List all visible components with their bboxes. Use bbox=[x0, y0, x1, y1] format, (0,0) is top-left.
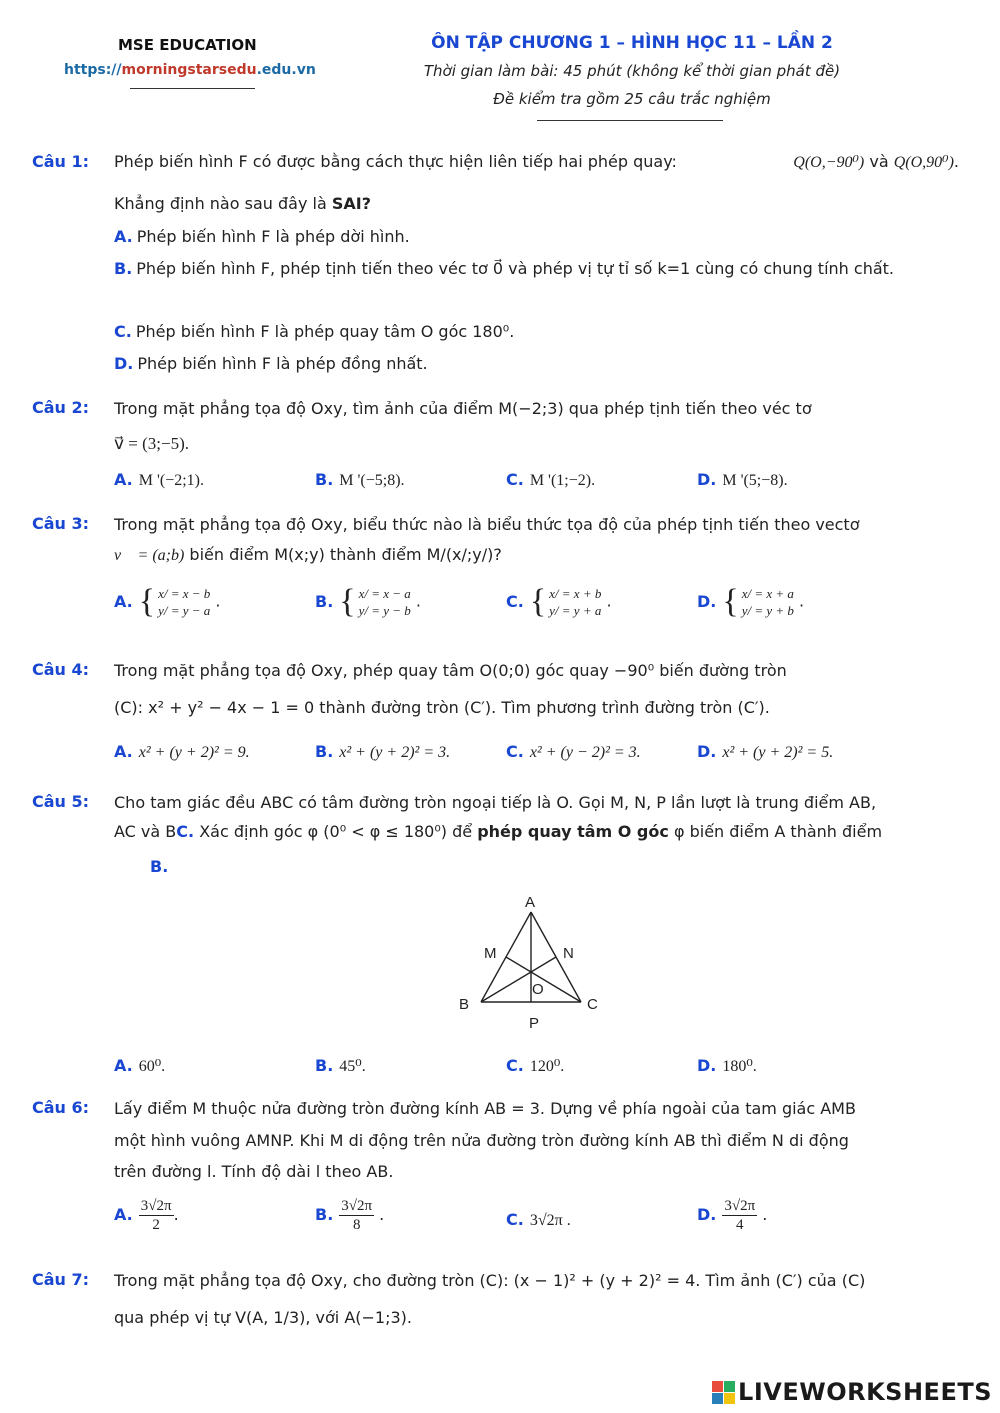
watermark-text: LIVEWORKSHEETS bbox=[738, 1378, 992, 1406]
question-7-label: Câu 7: bbox=[32, 1270, 90, 1289]
option-letter: B. bbox=[315, 591, 334, 611]
midpoint-m-label: M bbox=[484, 945, 497, 962]
website-url[interactable] bbox=[64, 62, 316, 78]
fraction-denominator: 8 bbox=[352, 1217, 361, 1233]
option-letter: D. bbox=[697, 742, 717, 761]
question-7-text: Trong mặt phẳng tọa độ Oxy, cho đường tròn (C): (x − 1)² + (y + 2)² = 4. Tìm ảnh (C′) của (C) bbox=[114, 1271, 866, 1290]
question-3-option-c[interactable]: C. { x/ = x + b y/ = y + a . bbox=[506, 583, 612, 620]
question-6-text-3: trên đường l. Tính độ dài l theo AB. bbox=[114, 1162, 394, 1181]
exam-time: Thời gian làm bài: 45 phút (không kể thời gian phát đề) bbox=[423, 62, 841, 80]
option-text: x² + (y + 2)² = 5. bbox=[722, 744, 834, 761]
question-5-option-d[interactable] bbox=[697, 1056, 757, 1076]
page-title: ÔN TẬP CHƯƠNG 1 – HÌNH HỌC 11 – LẦN 2 bbox=[431, 33, 833, 53]
question-4-option-a[interactable] bbox=[114, 742, 250, 762]
option-text: 180⁰. bbox=[722, 1058, 757, 1075]
rotation-2: Q(O,90⁰) bbox=[893, 154, 954, 171]
option-letter: C. bbox=[506, 742, 524, 761]
question-3-tail: biến điểm M(x;y) thành điểm M/(x/;y/)? bbox=[189, 545, 502, 564]
question-5-option-c[interactable] bbox=[506, 1056, 564, 1076]
question-3-option-d[interactable]: D. { x/ = x + a y/ = y + b . bbox=[697, 583, 805, 620]
eq-line: y/ = y − b bbox=[358, 603, 411, 618]
option-text: Phép biến hình F, phép tịnh tiến theo véc tơ 0⃗ và phép vị tự tỉ số k=1 cùng có chung tính chất. bbox=[136, 259, 894, 278]
question-1-option-a[interactable] bbox=[114, 227, 410, 246]
option-letter: C. bbox=[506, 470, 524, 489]
option-letter: C. bbox=[506, 1056, 524, 1075]
eq-line: y/ = y + b bbox=[741, 603, 794, 618]
question-4-option-b[interactable] bbox=[315, 742, 450, 762]
question-1-option-d[interactable] bbox=[114, 354, 428, 373]
question-5-text: Cho tam giác đều ABC có tâm đường tròn ngoại tiếp là O. Gọi M, N, P lần lượt là trung điểm AB, bbox=[114, 793, 877, 812]
text-part: AC và B bbox=[114, 822, 177, 841]
url-prefix: https:// bbox=[64, 62, 122, 78]
question-6-text-2: một hình vuông AMNP. Khi M di động trên nửa đường tròn đường kính AB thì điểm N di động bbox=[114, 1131, 849, 1150]
option-letter: D. bbox=[697, 1205, 717, 1224]
fraction-denominator: 2 bbox=[152, 1217, 160, 1233]
question-5-label: Câu 5: bbox=[32, 792, 90, 811]
question-6-text: Lấy điểm M thuộc nửa đường tròn đường kính AB = 3. Dựng về phía ngoài của tam giác AMB bbox=[114, 1099, 856, 1118]
eq-line: x/ = x + a bbox=[741, 586, 794, 601]
vertex-b-label: B bbox=[459, 996, 470, 1013]
eq-line: x/ = x − b bbox=[158, 586, 211, 601]
option-text: x² + (y + 2)² = 3. bbox=[339, 744, 451, 761]
text-part: phép quay tâm O góc bbox=[477, 822, 669, 841]
eq-line: x/ = x + b bbox=[549, 586, 602, 601]
question-6-label: Câu 6: bbox=[32, 1098, 90, 1117]
vertex-a-label: A bbox=[525, 894, 536, 911]
option-letter: A. bbox=[114, 227, 133, 246]
url-suffix: .edu.vn bbox=[256, 62, 316, 78]
option-text: M '(−5;8). bbox=[339, 472, 405, 489]
option-text: 120⁰. bbox=[529, 1058, 565, 1075]
question-7-text-2: qua phép vị tự V(A, 1/3), với A(−1;3). bbox=[114, 1308, 412, 1327]
rotation-1: Q(O,−90⁰) bbox=[793, 154, 865, 171]
question-6-option-a[interactable]: A. $\frac{3√2\pi}{2}$ . bbox=[114, 1198, 179, 1233]
option-letter: D. bbox=[697, 591, 717, 611]
question-6-option-c[interactable] bbox=[506, 1210, 571, 1230]
ask-text: Khẳng định nào sau đây là bbox=[114, 194, 327, 213]
option-letter: C. bbox=[114, 322, 132, 341]
vector-v: v⃗ = (a;b) bbox=[114, 547, 185, 564]
question-1-ask bbox=[114, 194, 371, 213]
header-divider-left bbox=[130, 88, 255, 89]
triangle-figure bbox=[450, 888, 620, 1038]
question-4-text: Trong mặt phẳng tọa độ Oxy, phép quay tâm O(0;0) góc quay −90⁰ biến đường tròn bbox=[114, 661, 787, 680]
liveworksheets-logo-icon bbox=[712, 1381, 735, 1404]
option-text: M '(5;−8). bbox=[722, 472, 788, 489]
eq-line: y/ = y − a bbox=[158, 603, 211, 618]
option-text: Phép biến hình F là phép quay tâm O góc 180⁰. bbox=[135, 322, 515, 341]
question-1-option-c[interactable] bbox=[114, 322, 514, 341]
question-4-text-2: (C): x² + y² − 4x − 1 = 0 thành đường tròn (C′). Tìm phương trình đường tròn (C′). bbox=[114, 698, 770, 717]
option-letter: D. bbox=[114, 354, 134, 373]
fraction-numerator: 3√2π bbox=[341, 1198, 373, 1214]
option-text: M '(1;−2). bbox=[529, 472, 596, 489]
question-2-option-c[interactable] bbox=[506, 470, 595, 490]
fraction-numerator: 3√2π bbox=[724, 1198, 756, 1214]
header-divider-right bbox=[537, 120, 723, 121]
question-6-option-d[interactable]: D. $\frac{3√2\pi}{4}$ . bbox=[697, 1198, 768, 1233]
eq-line: x/ = x − a bbox=[358, 586, 411, 601]
option-text: x² + (y + 2)² = 9. bbox=[138, 744, 250, 761]
option-text: x² + (y − 2)² = 3. bbox=[529, 744, 641, 761]
question-3-label: Câu 3: bbox=[32, 514, 90, 533]
question-5-option-a[interactable] bbox=[114, 1056, 165, 1076]
question-5-option-b[interactable] bbox=[315, 1056, 366, 1076]
liveworksheets-watermark[interactable] bbox=[712, 1378, 992, 1406]
eq-line: y/ = y + a bbox=[549, 603, 602, 618]
midpoint-p-label: P bbox=[529, 1015, 540, 1032]
option-text: Phép biến hình F là phép dời hình. bbox=[136, 227, 410, 246]
question-5-text-2 bbox=[114, 822, 882, 841]
question-1-text: Phép biến hình F có được bằng cách thực hiện liên tiếp hai phép quay: Q(O,−90⁰) và Q(O,90⁰). bbox=[114, 152, 959, 171]
option-letter: B. bbox=[114, 259, 133, 278]
option-letter: A. bbox=[114, 591, 133, 611]
brand-name: MSE EDUCATION bbox=[118, 36, 257, 54]
ask-bold: SAI? bbox=[331, 194, 371, 213]
option-text: M '(−2;1). bbox=[138, 472, 204, 489]
question-3-text-2 bbox=[114, 545, 502, 565]
option-letter: A. bbox=[114, 1205, 133, 1224]
question-5-text-3: B. bbox=[150, 857, 169, 876]
exam-count: Đề kiểm tra gồm 25 câu trắc nghiệm bbox=[493, 90, 771, 108]
option-letter: C. bbox=[506, 591, 524, 611]
question-1-stem: Phép biến hình F có được bằng cách thực hiện liên tiếp hai phép quay: bbox=[114, 152, 677, 171]
option-letter: C. bbox=[506, 1210, 524, 1229]
question-3-option-a[interactable]: A. { x/ = x − b y/ = y − a . bbox=[114, 583, 221, 620]
question-2-option-a[interactable] bbox=[114, 470, 204, 490]
url-highlight: morningstarsedu bbox=[121, 62, 257, 78]
fraction-numerator: 3√2π bbox=[140, 1198, 172, 1214]
question-3-option-b[interactable]: B. { x/ = x − a y/ = y − b . bbox=[315, 583, 421, 620]
question-2-vector: v⃗ = (3;−5). bbox=[114, 434, 190, 453]
question-4-option-d[interactable] bbox=[697, 742, 833, 762]
option-letter: B. bbox=[315, 470, 334, 489]
option-letter: A. bbox=[114, 1056, 133, 1075]
option-letter: D. bbox=[697, 1056, 717, 1075]
midpoint-n-label: N bbox=[563, 945, 574, 962]
question-1-label: Câu 1: bbox=[32, 152, 90, 171]
fraction-denominator: 4 bbox=[736, 1217, 744, 1233]
question-2-option-d[interactable] bbox=[697, 470, 788, 490]
question-4-option-c[interactable] bbox=[506, 742, 641, 762]
and-word: và bbox=[869, 152, 889, 171]
question-1-option-b[interactable] bbox=[114, 254, 959, 284]
question-2-text: Trong mặt phẳng tọa độ Oxy, tìm ảnh của điểm M(−2;3) qua phép tịnh tiến theo véc tơ bbox=[114, 399, 812, 418]
option-letter: B. bbox=[315, 1056, 334, 1075]
vertex-c-label: C bbox=[587, 996, 598, 1013]
option-letter: B. bbox=[315, 1205, 334, 1224]
option-text: 3√2π . bbox=[529, 1212, 571, 1229]
center-o-label: O bbox=[532, 981, 544, 998]
option-letter: D. bbox=[697, 470, 717, 489]
question-4-label: Câu 4: bbox=[32, 660, 90, 679]
option-letter: A. bbox=[114, 742, 133, 761]
option-text: 45⁰. bbox=[339, 1058, 366, 1075]
question-2-label: Câu 2: bbox=[32, 398, 90, 417]
text-part: Xác định góc φ (0⁰ < φ ≤ 180⁰) để bbox=[199, 822, 473, 841]
option-letter: B. bbox=[315, 742, 334, 761]
option-text: 60⁰. bbox=[138, 1058, 166, 1075]
option-letter: A. bbox=[114, 470, 133, 489]
text-part: φ biến điểm A thành điểm bbox=[673, 822, 883, 841]
option-text: Phép biến hình F là phép đồng nhất. bbox=[137, 354, 428, 373]
question-3-text: Trong mặt phẳng tọa độ Oxy, biểu thức nào là biểu thức tọa độ của phép tịnh tiến theo vectơ bbox=[114, 515, 860, 534]
question-6-option-b[interactable]: B. $\frac{3√2\pi}{8}$ . bbox=[315, 1198, 385, 1233]
text-part: C. bbox=[176, 822, 195, 841]
question-2-option-b[interactable] bbox=[315, 470, 405, 490]
